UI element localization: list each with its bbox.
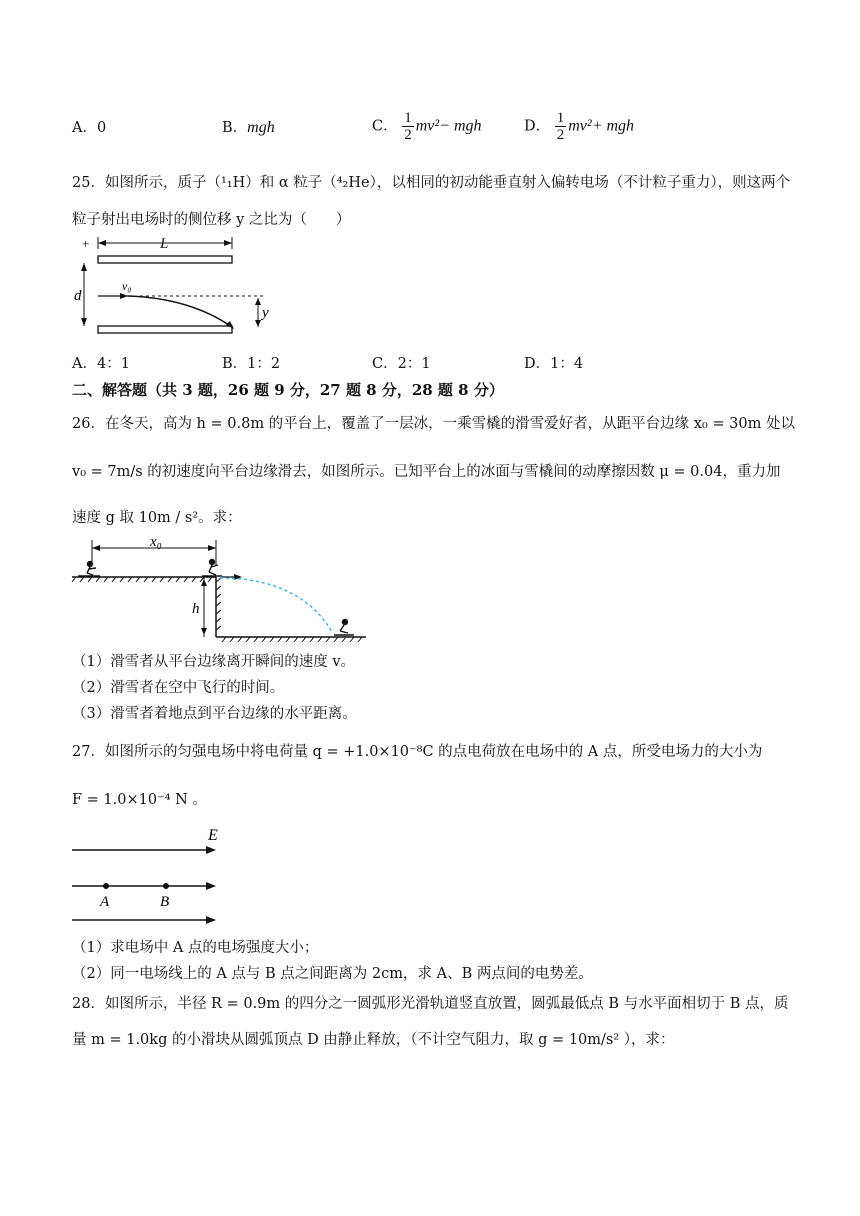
gap-label: d bbox=[74, 288, 82, 304]
q25-option-a: A．4：1 bbox=[72, 356, 130, 372]
q25-deflection-figure bbox=[70, 232, 290, 344]
section-heading: 二、解答题（共 3 题，26 题 9 分，27 题 8 分，28 题 8 分） bbox=[72, 381, 504, 399]
q24-option-c: C． $\frac{1}{2}$ mv²− mgh bbox=[372, 110, 482, 143]
height-label: h bbox=[192, 601, 200, 617]
skier-icon bbox=[78, 562, 100, 577]
q27-stem-line1: 27．如图所示的匀强电场中将电荷量 q = +1.0×10⁻⁸C 的点电荷放在电场中的 A 点，所受电场力的大小为 bbox=[72, 744, 763, 760]
q28-stem-line2: 量 m = 1.0kg 的小滑块从圆弧顶点 D 由静止释放，（不计空气阻力，取 g = 10m/s² ），求： bbox=[72, 1032, 675, 1048]
q25-option-b: B．1：2 bbox=[222, 356, 281, 372]
length-label: L bbox=[160, 236, 169, 252]
upper-plate bbox=[98, 256, 232, 263]
q26-stem-line3: 速度 g 取 10m / s²。求： bbox=[72, 510, 242, 526]
fraction: $\frac{1}{2}$ bbox=[556, 110, 565, 143]
q25-stem-line1: 25．如图所示，质子（¹₁H）和 α 粒子（⁴₂He），以相同的初动能垂直射入偏转电场（不计粒子重力），则这两个 bbox=[72, 175, 791, 191]
skier-icon bbox=[334, 620, 354, 636]
distance-label: x₀ bbox=[150, 534, 162, 550]
q28-stem-line1: 28．如图所示，半径 R = 0.9m 的四分之一圆弧形光滑轨道竖直放置，圆弧最低点 B 与水平面相切于 B 点，质 bbox=[72, 996, 789, 1012]
field-label: E bbox=[208, 827, 218, 844]
q26-stem-line1: 26．在冬天，高为 h = 0.8m 的平台上，覆盖了一层冰，一乘雪橇的滑雪爱好者，从距平台边缘 x₀ = 30m 处以 bbox=[72, 416, 795, 432]
trajectory bbox=[220, 578, 332, 632]
q26-sub-1: （1）滑雪者从平台边缘离开瞬间的速度 v。 bbox=[72, 654, 356, 670]
point-a bbox=[103, 883, 109, 889]
q24-option-d: D． $\frac{1}{2}$ mv²+ mgh bbox=[524, 110, 635, 143]
q27-sub-2: （2）同一电场线上的 A 点与 B 点之间距离为 2cm，求 A、B 两点间的电势差。 bbox=[72, 966, 593, 982]
point-a-label: A bbox=[100, 894, 110, 910]
fraction: $\frac{1}{2}$ bbox=[404, 110, 412, 143]
velocity-label: v₀ bbox=[122, 279, 132, 293]
deflection-label: y bbox=[262, 305, 269, 321]
q25-option-d: D．1：4 bbox=[524, 356, 584, 372]
q27-stem-line2: F = 1.0×10⁻⁴ N 。 bbox=[72, 792, 207, 808]
skier-icon bbox=[202, 560, 222, 577]
point-b bbox=[163, 883, 169, 889]
point-b-label: B bbox=[160, 894, 170, 910]
q25-stem-line2: 粒子射出电场时的侧位移 y 之比为（ ） bbox=[72, 212, 351, 228]
lower-plate bbox=[98, 326, 232, 333]
q26-stem-line2: v₀ = 7m/s 的初速度向平台边缘滑去，如图所示。已知平台上的冰面与雪橇间的动摩擦因数 μ = 0.04，重力加 bbox=[72, 464, 781, 480]
q25-option-c: C．2：1 bbox=[372, 356, 431, 372]
plus-label: + bbox=[82, 236, 90, 251]
q26-skier-figure bbox=[70, 534, 370, 646]
q24-option-b: B．mgh bbox=[222, 119, 275, 136]
trajectory bbox=[128, 296, 232, 327]
q24-option-a: A．0 bbox=[72, 120, 107, 136]
q26-sub-3: （3）滑雪者着地点到平台边缘的水平距离。 bbox=[72, 706, 357, 722]
q26-sub-2: （2）滑雪者在空中飞行的时间。 bbox=[72, 680, 285, 696]
q27-sub-1: （1）求电场中 A 点的电场强度大小； bbox=[72, 940, 319, 956]
q27-field-figure bbox=[70, 822, 230, 932]
